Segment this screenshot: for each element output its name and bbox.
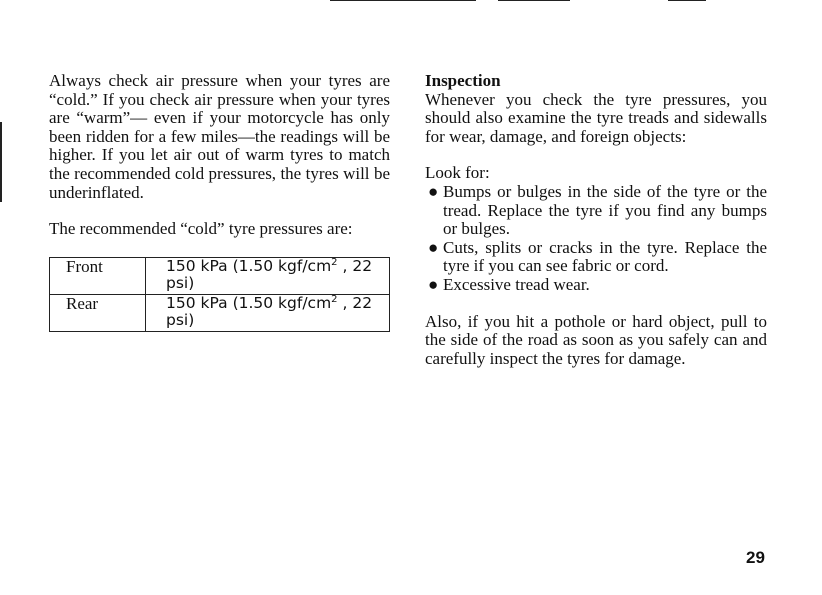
list-item: ● Bumps or bulges in the side of the tyre or the tread. Replace the tyre if you find any bumps or bulges. (428, 181, 767, 239)
paragraph-pothole: Also, if you hit a pothole or hard object, pull to the side of the road as soon as you safely can and carefully inspect the tyres for damage. (425, 311, 767, 368)
rear-label: Rear (50, 294, 146, 331)
right-column (425, 72, 767, 368)
bullet-icon: ● (428, 181, 439, 201)
look-for-label: Look for: (425, 163, 490, 183)
front-pressure: 150 kPa (1.50 kgf/$cm^2$ , 22 psi) (146, 257, 390, 294)
inspection-list (425, 183, 767, 295)
bullet-icon: ● (428, 274, 439, 294)
list-item: ● Cuts, splits or cracks in the tyre. Replace the tyre if you can see fabric or cord. (428, 237, 767, 276)
page-number: 29 (746, 548, 765, 567)
margin-mark (0, 122, 2, 202)
top-rule-1 (330, 0, 476, 1)
table-row (50, 294, 390, 331)
top-rule-2 (498, 0, 570, 1)
left-column (49, 72, 390, 332)
top-rule-3 (668, 0, 706, 1)
paragraph-recommended: The recommended “cold” tyre pressures are: (49, 219, 353, 239)
front-label: Front (50, 257, 146, 294)
list-item: ● Excessive tread wear. (428, 274, 590, 294)
table-row (50, 257, 390, 294)
paragraph-cold-check: Always check air pressure when your tyres are “cold.” If you check air pressure when your tyres are “warm”— even if your motorcycle has only been ridden for a few miles—the readings will be higher. If you let air out of warm tyres to match the recommended cold pressures, the tyres will be underinflated. (49, 71, 390, 202)
rear-pressure: 150 kPa (1.50 kgf/$cm^2$ , 22 psi) (146, 294, 390, 331)
paragraph-examine: Whenever you check the tyre pressures, you should also examine the tyre treads and sidewalls for wear, damage, and foreign objects: (425, 89, 767, 146)
tyre-pressure-table (49, 257, 390, 332)
section-heading: Inspection (425, 71, 501, 90)
bullet-icon: ● (428, 237, 439, 257)
